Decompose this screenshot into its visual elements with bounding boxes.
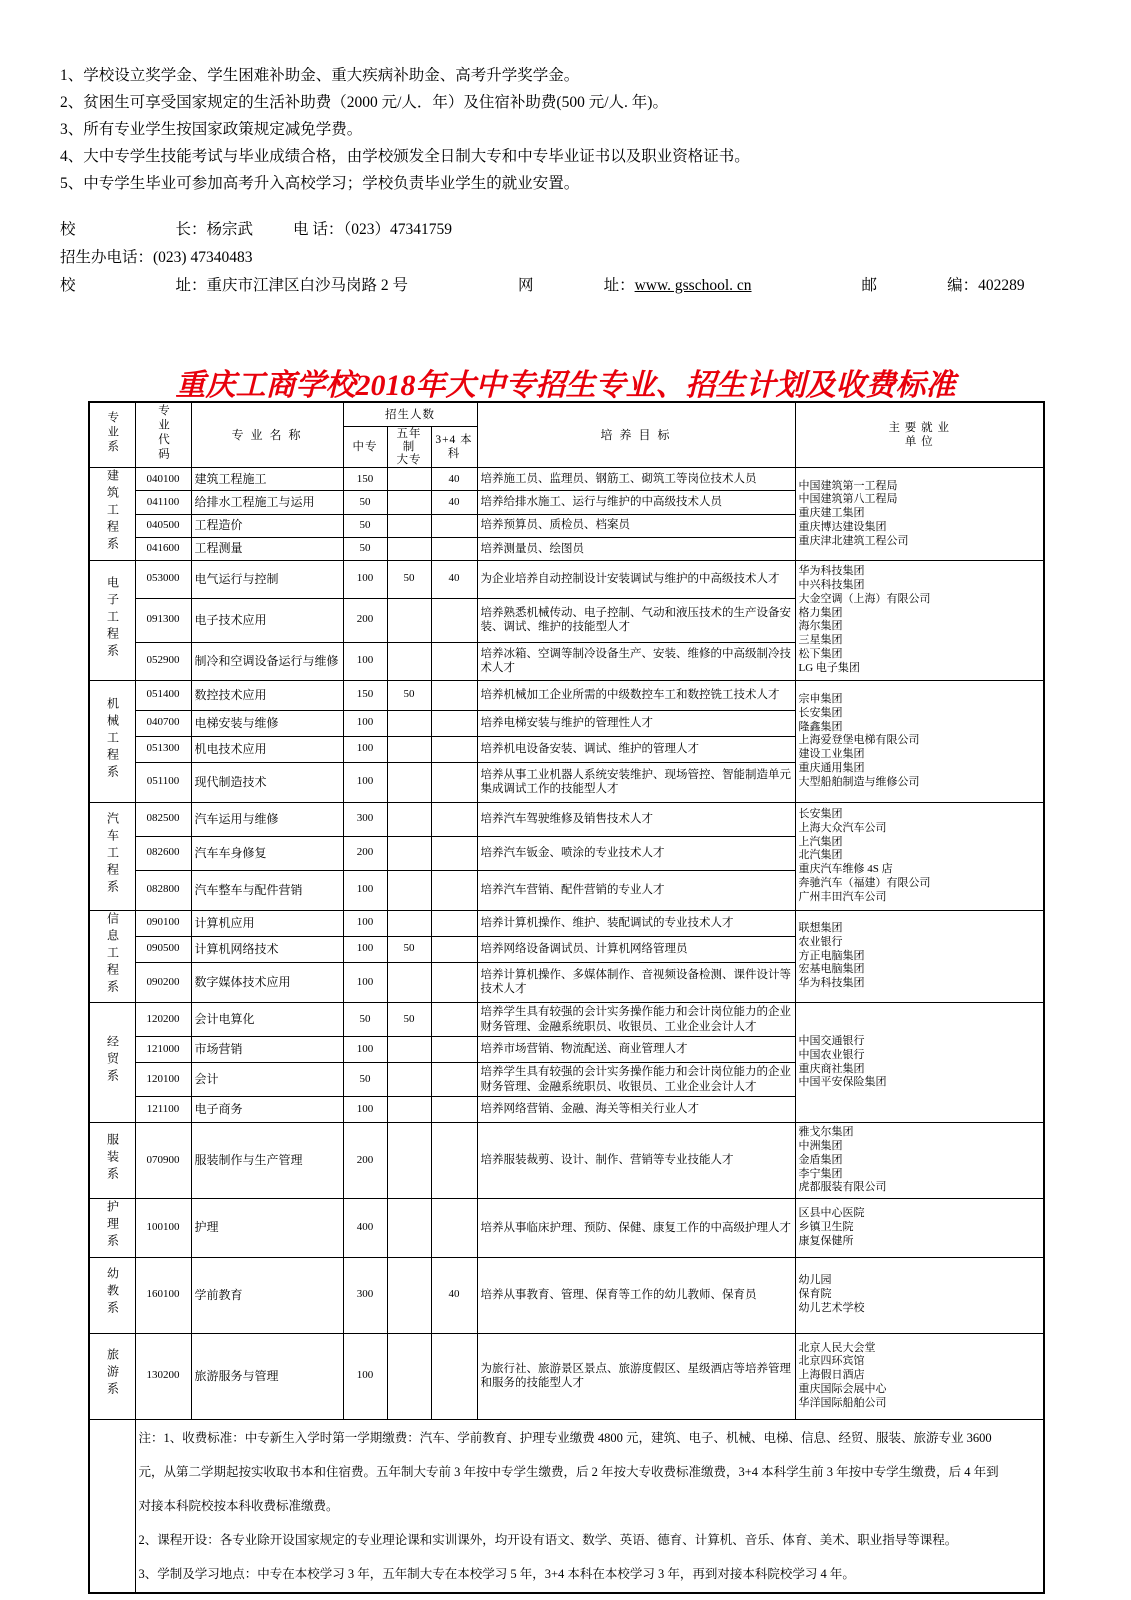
major-code: 091300 <box>135 598 191 642</box>
count-wunian: 50 <box>387 936 431 962</box>
major-code: 121100 <box>135 1097 191 1123</box>
count-zhongzhuan: 150 <box>343 468 387 491</box>
count-zhongzhuan: 300 <box>343 1257 387 1333</box>
table-body <box>89 468 1044 1593</box>
major-name: 电气运行与控制 <box>191 560 343 598</box>
employer-item: 宏基电脑集团 <box>798 963 865 976</box>
training-goal: 培养预算员、质检员、档案员 <box>477 514 795 537</box>
count-zhongzhuan: 50 <box>343 514 387 537</box>
dept-label: 建筑工程系 <box>105 469 120 555</box>
major-name: 计算机应用 <box>191 910 343 936</box>
major-code: 070900 <box>135 1123 191 1199</box>
table-row <box>89 468 1044 491</box>
major-code: 041100 <box>135 491 191 514</box>
count-benke: 40 <box>431 1257 477 1333</box>
dept-label: 经贸系 <box>105 1034 120 1086</box>
employer-item: 华洋国际船舶公司 <box>798 1396 887 1409</box>
employer-item: 农业银行 <box>798 935 843 948</box>
employer-item: 方正电脑集团 <box>798 949 865 962</box>
major-code: 040700 <box>135 710 191 736</box>
count-zhongzhuan: 50 <box>343 537 387 560</box>
count-benke: 40 <box>431 491 477 514</box>
count-wunian <box>387 468 431 491</box>
training-goal: 培养学生具有较强的会计实务操作能力和会计岗位能力的企业财务管理、金融系统职员、收银员、工业企业会计人才 <box>477 1003 795 1037</box>
dept-cell <box>89 1333 135 1419</box>
major-code: 041600 <box>135 537 191 560</box>
employer-item: 大型船舶制造与维修公司 <box>798 775 920 788</box>
zip-code: 402289 <box>978 277 1025 294</box>
major-code: 051100 <box>135 762 191 802</box>
count-zhongzhuan: 100 <box>343 642 387 680</box>
employer-cell <box>795 1123 1044 1199</box>
dept-cell <box>89 802 135 910</box>
table-row <box>89 910 1044 936</box>
note-line: 注：1、收费标准：中专新生入学时第一学期缴费：汽车、学前教育、护理专业缴费 4800 元，建筑、电子、机械、电梯、信息、经贸、服装、旅游专业 3600 <box>138 1430 992 1445</box>
employer-item: 上海爱登堡电梯有限公司 <box>798 734 920 747</box>
notes-cell <box>135 1419 1044 1593</box>
count-benke <box>431 936 477 962</box>
table-row <box>89 802 1044 836</box>
count-benke <box>431 1003 477 1037</box>
count-benke <box>431 1037 477 1063</box>
count-wunian: 50 <box>387 560 431 598</box>
count-benke <box>431 870 477 910</box>
employer-item: 奔驰汽车（福建）有限公司 <box>798 876 931 889</box>
th-wunian: 五年制 大专 <box>387 427 431 468</box>
count-zhongzhuan: 50 <box>343 1003 387 1037</box>
training-goal: 培养从事教育、管理、保育等工作的幼儿教师、保育员 <box>477 1257 795 1333</box>
employer-item: 中洲集团 <box>798 1140 843 1152</box>
employer-item: 重庆通用集团 <box>798 761 865 774</box>
employer-item: 广州丰田汽车公司 <box>798 890 887 903</box>
notice-line-3: 3、所有专业学生按国家政策规定减免学费。 <box>60 121 363 138</box>
address-label: 校 <box>60 277 76 294</box>
count-wunian <box>387 514 431 537</box>
employer-item: 中国平安保险集团 <box>798 1076 887 1089</box>
employer-cell <box>795 680 1044 802</box>
address-label-2: 址： <box>175 277 207 294</box>
dept-cell <box>89 1257 135 1333</box>
major-name: 服装制作与生产管理 <box>191 1123 343 1199</box>
principal-name: 杨宗武 <box>206 221 254 238</box>
count-wunian <box>387 491 431 514</box>
employer-item: 区县中心医院 <box>798 1207 865 1220</box>
employer-item: 北京人民大会堂 <box>798 1341 876 1354</box>
count-benke <box>431 1063 477 1097</box>
employer-item: 格力集团 <box>798 606 843 619</box>
count-wunian <box>387 836 431 870</box>
table-row <box>89 1003 1044 1037</box>
major-name: 现代制造技术 <box>191 762 343 802</box>
header-row-1 <box>89 402 1044 427</box>
table-head <box>89 402 1044 468</box>
employer-item: 中国农业银行 <box>798 1048 865 1061</box>
count-wunian: 50 <box>387 1003 431 1037</box>
count-zhongzhuan: 100 <box>343 1333 387 1419</box>
major-name: 工程测量 <box>191 537 343 560</box>
website-link[interactable]: www. gsschool. cn <box>634 277 752 294</box>
notice-line-1: 1、学校设立奖学金、学生困难补助金、重大疾病补助金、高考升学奖学金。 <box>60 67 580 84</box>
dept-label: 汽车工程系 <box>105 811 120 897</box>
training-goal: 培养施工员、监理员、钢筋工、砌筑工等岗位技术人员 <box>477 468 795 491</box>
notice-line-2: 2、贫困生可享受国家规定的生活补助费（2000 元/人．年）及住宿补助费(500 元/人. 年)。 <box>60 94 668 111</box>
employer-item: 长安集团 <box>798 706 843 719</box>
major-name: 市场营销 <box>191 1037 343 1063</box>
major-code: 082600 <box>135 836 191 870</box>
major-code: 040100 <box>135 468 191 491</box>
employer-item: 重庆国际会展中心 <box>798 1382 887 1395</box>
major-name: 会计 <box>191 1063 343 1097</box>
count-wunian: 50 <box>387 680 431 710</box>
count-benke <box>431 537 477 560</box>
training-goal: 培养从事临床护理、预防、保健、康复工作的中高级护理人才 <box>477 1199 795 1257</box>
principal-label-2: 长： <box>175 221 207 238</box>
table-row <box>89 1333 1044 1419</box>
major-code: 120100 <box>135 1063 191 1097</box>
count-benke: 40 <box>431 468 477 491</box>
count-benke <box>431 1333 477 1419</box>
employer-item: LG 电子集团 <box>798 661 860 674</box>
employer-item: 金盾集团 <box>798 1153 843 1166</box>
th-dept: 专业系 <box>89 402 135 468</box>
count-benke <box>431 836 477 870</box>
th-zhongzhuan: 中专 <box>343 427 387 468</box>
major-name: 数控技术应用 <box>191 680 343 710</box>
major-name: 汽车运用与维修 <box>191 802 343 836</box>
employer-cell <box>795 468 1044 560</box>
web-label-2: 址： <box>603 277 635 294</box>
major-name: 旅游服务与管理 <box>191 1333 343 1419</box>
training-goal: 培养网络营销、金融、海关等相关行业人才 <box>477 1097 795 1123</box>
major-name: 工程造价 <box>191 514 343 537</box>
training-goal: 培养汽车驾驶维修及销售技术人才 <box>477 802 795 836</box>
admissions-phone: (023) 47340483 <box>153 249 253 266</box>
employer-item: 大金空调（上海）有限公司 <box>798 592 931 605</box>
major-name: 学前教育 <box>191 1257 343 1333</box>
count-zhongzhuan: 100 <box>343 910 387 936</box>
count-benke <box>431 910 477 936</box>
training-goal: 培养测量员、绘图员 <box>477 537 795 560</box>
major-name: 建筑工程施工 <box>191 468 343 491</box>
dept-cell <box>89 1123 135 1199</box>
count-benke <box>431 736 477 762</box>
training-goal: 培养机电设备安装、调试、维护的管理人才 <box>477 736 795 762</box>
principal-label: 校 <box>60 221 76 238</box>
count-zhongzhuan: 150 <box>343 680 387 710</box>
employer-cell <box>795 1003 1044 1123</box>
dept-cell <box>89 910 135 1002</box>
count-zhongzhuan: 100 <box>343 962 387 1002</box>
dept-label: 机械工程系 <box>105 696 120 782</box>
training-goal: 为旅行社、旅游景区景点、旅游度假区、星级酒店等培养管理和服务的技能型人才 <box>477 1333 795 1419</box>
th-goal: 培 养 目 标 <box>477 402 795 468</box>
count-wunian <box>387 1257 431 1333</box>
major-code: 090500 <box>135 936 191 962</box>
major-name: 电子技术应用 <box>191 598 343 642</box>
admissions-row <box>60 244 1070 272</box>
web-label: 网 <box>518 277 534 294</box>
count-wunian <box>387 1123 431 1199</box>
major-code: 082500 <box>135 802 191 836</box>
count-benke <box>431 598 477 642</box>
count-benke <box>431 762 477 802</box>
training-goal: 培养汽车钣金、喷涂的专业技术人才 <box>477 836 795 870</box>
major-code: 100100 <box>135 1199 191 1257</box>
employer-item: 上汽集团 <box>798 835 843 848</box>
count-wunian <box>387 870 431 910</box>
dept-cell <box>89 1003 135 1123</box>
count-benke <box>431 1199 477 1257</box>
training-goal: 培养学生具有较强的会计实务操作能力和会计岗位能力的企业财务管理、金融系统职员、收银员、工业企业会计人才 <box>477 1063 795 1097</box>
dept-label: 服装系 <box>105 1132 120 1184</box>
dept-label: 幼教系 <box>105 1267 120 1319</box>
employer-item: 虎都服装有限公司 <box>798 1181 887 1194</box>
count-zhongzhuan: 100 <box>343 1097 387 1123</box>
employer-item: 中兴科技集团 <box>798 579 865 591</box>
training-goal: 培养电梯安装与维护的管理性人才 <box>477 710 795 736</box>
principal-phone: （023）47341759 <box>343 221 452 238</box>
count-zhongzhuan: 400 <box>343 1199 387 1257</box>
enrollment-table <box>88 401 1045 1594</box>
employer-item: 华为科技集团 <box>798 977 865 990</box>
count-zhongzhuan: 100 <box>343 936 387 962</box>
notice-list <box>60 62 1070 197</box>
major-name: 电子商务 <box>191 1097 343 1123</box>
training-goal: 培养熟悉机械传动、电子控制、气动和液压技术的生产设备安装、调试、维护的技能型人才 <box>477 598 795 642</box>
employer-item: 北汽集团 <box>798 849 843 862</box>
count-benke <box>431 1123 477 1199</box>
employer-item: 联想集团 <box>798 922 843 935</box>
count-benke <box>431 680 477 710</box>
employer-item: 中国建筑第一工程局 <box>798 479 898 492</box>
major-name: 数字媒体技术应用 <box>191 962 343 1002</box>
training-goal: 培养计算机操作、维护、装配调试的专业技术人才 <box>477 910 795 936</box>
count-wunian <box>387 710 431 736</box>
employer-item: 雅戈尔集团 <box>798 1126 854 1139</box>
table-row <box>89 1199 1044 1257</box>
major-code: 130200 <box>135 1333 191 1419</box>
training-goal: 培养从事工业机器人系统安装维护、现场管控、智能制造单元集成调试工作的技能型人才 <box>477 762 795 802</box>
dept-label: 信息工程系 <box>105 911 120 997</box>
employer-cell <box>795 802 1044 910</box>
count-benke <box>431 1097 477 1123</box>
employer-item: 重庆博达建设集团 <box>798 520 887 533</box>
training-goal: 培养给排水施工、运行与维护的中高级技术人员 <box>477 491 795 514</box>
major-code: 090200 <box>135 962 191 1002</box>
table-row <box>89 1257 1044 1333</box>
employer-cell <box>795 910 1044 1002</box>
count-wunian <box>387 736 431 762</box>
count-wunian <box>387 762 431 802</box>
address-row <box>60 272 1070 300</box>
training-goal: 为企业培养自动控制设计安装调试与维护的中高级技术人才 <box>477 560 795 598</box>
major-code: 121000 <box>135 1037 191 1063</box>
dept-label: 旅游系 <box>105 1348 120 1400</box>
dept-label: 电子工程系 <box>105 575 120 661</box>
training-goal: 培养汽车营销、配件营销的专业人才 <box>477 870 795 910</box>
count-wunian <box>387 598 431 642</box>
count-wunian <box>387 537 431 560</box>
major-name: 汽车车身修复 <box>191 836 343 870</box>
count-zhongzhuan: 100 <box>343 1037 387 1063</box>
employer-item: 中国交通银行 <box>798 1035 865 1048</box>
notes-spacer-cell <box>89 1419 135 1593</box>
table-row <box>89 560 1044 598</box>
th-benke: 3+4 本科 <box>431 427 477 468</box>
count-wunian <box>387 1097 431 1123</box>
count-zhongzhuan: 300 <box>343 802 387 836</box>
count-benke <box>431 514 477 537</box>
major-code: 090100 <box>135 910 191 936</box>
training-goal: 培养市场营销、物流配送、商业管理人才 <box>477 1037 795 1063</box>
count-benke <box>431 802 477 836</box>
major-code: 051400 <box>135 680 191 710</box>
training-goal: 培养网络设备调试员、计算机网络管理员 <box>477 936 795 962</box>
major-name: 会计电算化 <box>191 1003 343 1037</box>
count-zhongzhuan: 100 <box>343 560 387 598</box>
table-row <box>89 680 1044 710</box>
major-code: 120200 <box>135 1003 191 1037</box>
notice-line-4: 4、大中专学生技能考试与毕业成绩合格，由学校颁发全日制大专和中专毕业证书以及职业资格证书。 <box>60 148 750 165</box>
zip-label: 邮 <box>861 277 878 294</box>
school-address: 重庆市江津区白沙马岗路 2 号 <box>206 277 409 294</box>
note-line: 对接本科院校按本科收费标准缴费。 <box>138 1498 339 1513</box>
count-benke <box>431 710 477 736</box>
major-code: 040500 <box>135 514 191 537</box>
major-code: 082800 <box>135 870 191 910</box>
note-line: 3、学制及学习地点：中专在本校学习 3 年，五年制大专在本校学习 5 年，3+4 本科在本校学习 3 年，再到对接本科院校学习 4 年。 <box>138 1566 855 1581</box>
training-goal: 培养冰箱、空调等制冷设备生产、安装、维修的中高级制冷技术人才 <box>477 642 795 680</box>
employer-item: 重庆商社集团 <box>798 1062 865 1075</box>
employer-item: 海尔集团 <box>798 620 843 633</box>
major-name: 计算机网络技术 <box>191 936 343 962</box>
employer-item: 李宁集团 <box>798 1167 843 1180</box>
employer-item: 保育院 <box>798 1288 832 1301</box>
training-goal: 培养机械加工企业所需的中级数控车工和数控铣工技术人才 <box>477 680 795 710</box>
admissions-label: 招生办电话： <box>60 249 154 266</box>
count-zhongzhuan: 200 <box>343 836 387 870</box>
major-code: 053000 <box>135 560 191 598</box>
count-zhongzhuan: 100 <box>343 870 387 910</box>
dept-cell <box>89 680 135 802</box>
page-title: 重庆工商学校2018年大中专招生专业、招生计划及收费标准 <box>175 369 956 402</box>
employer-item: 重庆津北建筑工程公司 <box>798 534 909 547</box>
count-wunian <box>387 962 431 1002</box>
employer-item: 重庆汽车维修 4S 店 <box>798 863 893 876</box>
count-zhongzhuan: 100 <box>343 762 387 802</box>
employer-item: 中国建筑第八工程局 <box>798 493 898 506</box>
employer-item: 松下集团 <box>798 647 843 660</box>
th-code: 专业代码 <box>135 402 191 468</box>
count-zhongzhuan: 200 <box>343 598 387 642</box>
major-name: 给排水工程施工与运用 <box>191 491 343 514</box>
employer-cell <box>795 1199 1044 1257</box>
count-zhongzhuan: 50 <box>343 491 387 514</box>
employer-item: 幼儿园 <box>798 1274 832 1287</box>
major-name: 机电技术应用 <box>191 736 343 762</box>
th-enroll-group: 招生人数 <box>343 402 477 427</box>
training-goal: 培养服装裁剪、设计、制作、营销等专业技能人才 <box>477 1123 795 1199</box>
employer-item: 上海假日酒店 <box>798 1369 865 1382</box>
count-zhongzhuan: 100 <box>343 710 387 736</box>
count-benke <box>431 642 477 680</box>
zip-label-2: 编： <box>947 277 979 294</box>
count-wunian <box>387 642 431 680</box>
employer-item: 长安集团 <box>798 808 843 821</box>
count-wunian <box>387 1063 431 1097</box>
notice-line-5: 5、中专学生毕业可参加高考升入高校学习；学校负责毕业学生的就业安置。 <box>60 175 580 192</box>
employer-item: 隆鑫集团 <box>798 720 843 733</box>
th-employer: 主 要 就 业 单 位 <box>795 402 1044 468</box>
employer-item: 建设工业集团 <box>798 748 865 761</box>
table-row <box>89 1123 1044 1199</box>
employer-item: 上海大众汽车公司 <box>798 821 887 834</box>
count-zhongzhuan: 50 <box>343 1063 387 1097</box>
contact-block <box>60 216 1070 300</box>
note-line: 元，从第二学期起按实收取书本和住宿费。五年制大专前 3 年按中专学生缴费，后 2 年按大专收费标准缴费，3+4 本科学生前 3 年按中专学生缴费，后 4 年到 <box>138 1464 999 1479</box>
count-wunian <box>387 802 431 836</box>
major-code: 051300 <box>135 736 191 762</box>
count-wunian <box>387 910 431 936</box>
employer-item: 宗申集团 <box>798 693 843 706</box>
major-name: 电梯安装与维修 <box>191 710 343 736</box>
employer-cell <box>795 1257 1044 1333</box>
employer-item: 乡镇卫生院 <box>798 1220 854 1233</box>
notes-row <box>89 1419 1044 1593</box>
major-code: 052900 <box>135 642 191 680</box>
employer-cell <box>795 1333 1044 1419</box>
count-wunian <box>387 1199 431 1257</box>
dept-cell <box>89 560 135 680</box>
count-wunian <box>387 1037 431 1063</box>
training-goal: 培养计算机操作、多媒体制作、音视频设备检测、课件设计等技术人才 <box>477 962 795 1002</box>
note-line: 2、课程开设：各专业除开设国家规定的专业理论课和实训课外，均开设有语文、数学、英语、德育、计算机、音乐、体育、美术、职业指导等课程。 <box>138 1532 958 1547</box>
employer-item: 华为科技集团 <box>798 565 865 578</box>
employer-item: 幼儿艺术学校 <box>798 1301 865 1314</box>
employer-item: 康复保健所 <box>798 1234 854 1247</box>
dept-label: 护理系 <box>105 1200 120 1252</box>
major-name: 护理 <box>191 1199 343 1257</box>
dept-cell <box>89 1199 135 1257</box>
employer-cell <box>795 560 1044 680</box>
count-zhongzhuan: 200 <box>343 1123 387 1199</box>
count-benke <box>431 962 477 1002</box>
employer-item: 三星集团 <box>798 634 843 646</box>
count-wunian <box>387 1333 431 1419</box>
principal-row <box>60 216 1070 244</box>
major-code: 160100 <box>135 1257 191 1333</box>
phone-label: 电 话： <box>293 221 344 238</box>
th-name: 专 业 名 称 <box>191 402 343 468</box>
major-name: 制冷和空调设备运行与维修 <box>191 642 343 680</box>
count-benke: 40 <box>431 560 477 598</box>
employer-item: 北京四环宾馆 <box>798 1355 865 1368</box>
dept-cell <box>89 468 135 560</box>
employer-item: 重庆建工集团 <box>798 507 865 520</box>
major-name: 汽车整车与配件营销 <box>191 870 343 910</box>
count-zhongzhuan: 100 <box>343 736 387 762</box>
